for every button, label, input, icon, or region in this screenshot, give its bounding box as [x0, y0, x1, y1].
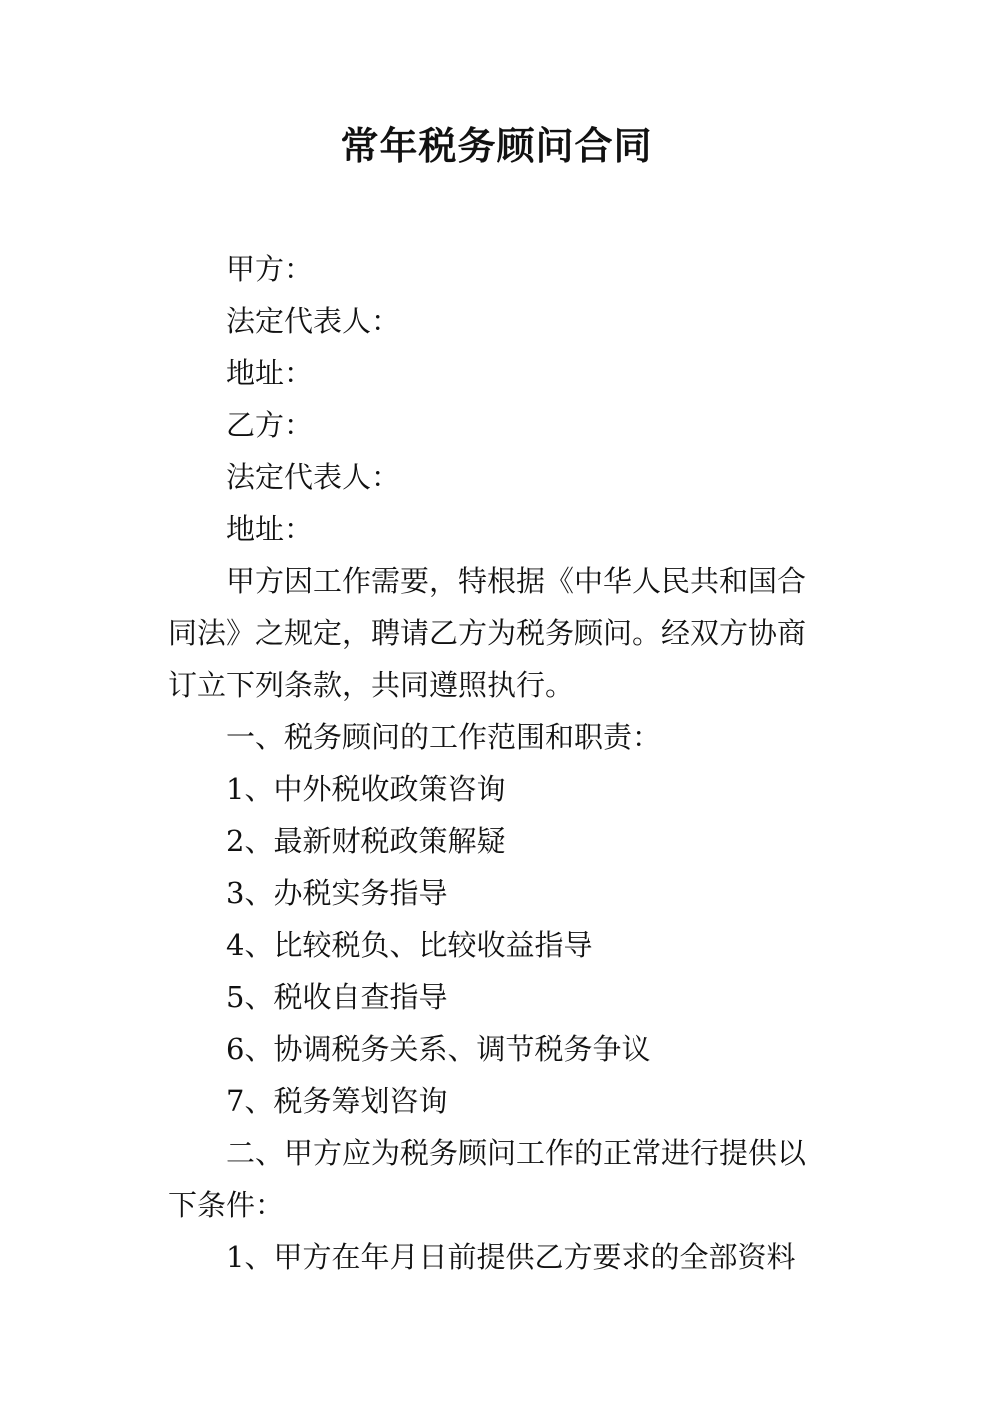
section-1-item-2: 2、最新财税政策解疑 [226, 824, 506, 858]
document-body [168, 243, 828, 1283]
party-a-representative-line: 法定代表人： [226, 304, 401, 338]
preamble-line-1: 甲方因工作需要，特根据《中华人民共和国合 [226, 564, 807, 598]
section-1-heading: 一、税务顾问的工作范围和职责： [226, 720, 662, 754]
section-2-heading-line-1: 二、甲方应为税务顾问工作的正常进行提供以 [226, 1136, 807, 1170]
party-a-line: 甲方： [226, 252, 314, 286]
section-1-item-3: 3、办税实务指导 [226, 876, 448, 910]
party-b-representative-line: 法定代表人： [226, 460, 401, 494]
section-1-item-4: 4、比较税负、比较收益指导 [226, 928, 593, 962]
party-a-address-line: 地址： [226, 356, 314, 390]
preamble-line-2: 同法》之规定，聘请乙方为税务顾问。经双方协商 [168, 616, 807, 650]
section-1-item-5: 5、税收自查指导 [226, 980, 448, 1014]
party-b-address-line: 地址： [226, 512, 314, 546]
section-2-heading-line-2: 下条件： [168, 1188, 285, 1222]
section-2-item-1: 1、甲方在年月日前提供乙方要求的全部资料 [226, 1240, 796, 1274]
section-1-item-6: 6、协调税务关系、调节税务争议 [226, 1032, 651, 1066]
section-1-item-1: 1、中外税收政策咨询 [226, 772, 506, 806]
party-b-line: 乙方： [226, 408, 314, 442]
section-1-item-7: 7、税务筹划咨询 [226, 1084, 448, 1118]
document-title: 常年税务顾问合同 [340, 124, 653, 168]
preamble-line-3: 订立下列条款，共同遵照执行。 [168, 668, 575, 702]
